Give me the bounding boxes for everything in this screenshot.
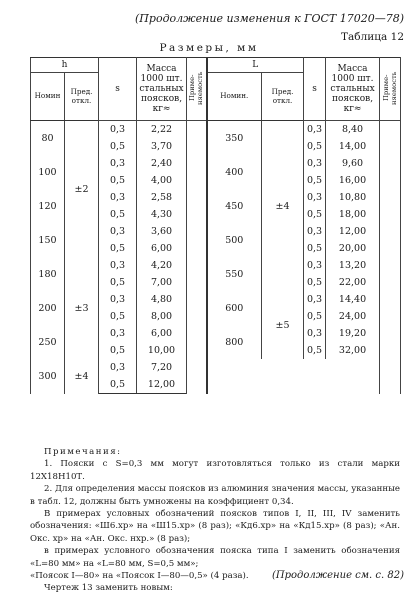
s-cell: 0,3 [99, 359, 137, 376]
s-cell: 0,5 [304, 240, 326, 257]
nominal-cell: 400 [207, 155, 262, 189]
mass-cell: 8,00 [137, 308, 187, 325]
table-number: Таблица 12 [341, 31, 404, 43]
s-cell: 0,3 [304, 155, 326, 172]
s-cell: 0,3 [99, 291, 137, 308]
mass-cell: 12,00 [326, 223, 380, 240]
table-caption: Размеры, мм [159, 42, 259, 54]
notes-title: Примечания: [44, 447, 122, 457]
s-cell: 0,5 [99, 274, 137, 291]
mass-cell: 4,20 [137, 257, 187, 274]
mass-cell: 10,80 [326, 189, 380, 206]
deviation-cell: ±2 [65, 121, 99, 258]
mass-cell: 2,40 [137, 155, 187, 172]
s-cell: 0,5 [99, 308, 137, 325]
mass-cell: 12,00 [137, 376, 187, 394]
deviation-cell: ±4 [65, 359, 99, 394]
s-cell: 0,3 [99, 155, 137, 172]
table-row [31, 121, 401, 139]
s-cell: 0,3 [304, 325, 326, 342]
s-cell: 0,5 [99, 376, 137, 394]
s-cell: 0,5 [99, 206, 137, 223]
mass-cell: 13,20 [326, 257, 380, 274]
note-line: Чертеж 13 заменить новым: [44, 583, 173, 594]
nominal-cell: 150 [31, 223, 65, 257]
mass-cell: 6,00 [137, 240, 187, 257]
col-mass-header: Масса 1000 шт. стальных поясков, кг≈ [137, 58, 187, 121]
mass-cell: 22,00 [326, 274, 380, 291]
empty-cell [207, 359, 380, 394]
mass-cell: 2,22 [137, 121, 187, 139]
col-s-header-right: s [304, 58, 326, 121]
mass-cell: 3,60 [137, 223, 187, 240]
dimensions-table [30, 57, 401, 394]
deviation-cell: ±4 [262, 121, 304, 292]
application-cell [187, 121, 207, 394]
nominal-cell: 550 [207, 257, 262, 291]
mass-cell: 24,00 [326, 308, 380, 325]
nominal-cell: 350 [207, 121, 262, 156]
col-deviation-header-right: Пред. откл. [262, 73, 304, 121]
nominal-cell: 500 [207, 223, 262, 257]
col-nominal-header-right: Номин. [207, 73, 262, 121]
s-cell: 0,5 [304, 342, 326, 359]
continuation-note: (Продолжение см. с. 82) [271, 570, 404, 581]
col-nominal-header: Номин [31, 73, 65, 121]
s-cell: 0,3 [304, 189, 326, 206]
nominal-cell: 600 [207, 291, 262, 325]
s-cell: 0,3 [304, 223, 326, 240]
nominal-cell: 120 [31, 189, 65, 223]
deviation-cell: ±3 [65, 257, 99, 359]
s-cell: 0,5 [304, 206, 326, 223]
col-s-header: s [99, 58, 137, 121]
col-deviation-header: Пред. откл. [65, 73, 99, 121]
nominal-cell: 300 [31, 359, 65, 394]
nominal-cell: 200 [31, 291, 65, 325]
note-line: «Поясок I—80» на «Поясок I—80—0,5» (4 раза). [30, 571, 249, 582]
s-cell: 0,3 [99, 325, 137, 342]
nominal-cell: 800 [207, 325, 262, 359]
s-cell: 0,3 [304, 291, 326, 308]
col-application-header-right: Приме- няемость [380, 58, 401, 121]
col-mass-header-right: Масса 1000 шт. стальных поясков, кг≈ [326, 58, 380, 121]
s-cell: 0,5 [304, 308, 326, 325]
note-line: 1. Пояски с S=0,3 мм могут изготовляться только из стали марки 12Х18Н10Т. [30, 459, 400, 482]
s-cell: 0,5 [304, 274, 326, 291]
application-cell [380, 121, 401, 394]
s-cell: 0,3 [99, 223, 137, 240]
nominal-cell: 80 [31, 121, 65, 156]
col-h-header: h [31, 58, 99, 73]
mass-cell: 4,30 [137, 206, 187, 223]
s-cell: 0,5 [99, 138, 137, 155]
mass-cell: 2,58 [137, 189, 187, 206]
s-cell: 0,5 [99, 342, 137, 359]
mass-cell: 14,40 [326, 291, 380, 308]
nominal-cell: 450 [207, 189, 262, 223]
s-cell: 0,5 [304, 172, 326, 189]
s-cell: 0,5 [304, 138, 326, 155]
mass-cell: 10,00 [137, 342, 187, 359]
mass-cell: 3,70 [137, 138, 187, 155]
nominal-cell: 250 [31, 325, 65, 359]
mass-cell: 7,00 [137, 274, 187, 291]
mass-cell: 8,40 [326, 121, 380, 139]
mass-cell: 4,00 [137, 172, 187, 189]
mass-cell: 16,00 [326, 172, 380, 189]
note-line: 2. Для определения массы поясков из алюминия значения массы, указанные в табл. 12, должны быть умножены на коэффициент 0,34. [30, 484, 400, 507]
mass-cell: 4,80 [137, 291, 187, 308]
col-l-header: L [207, 58, 304, 73]
mass-cell: 14,00 [326, 138, 380, 155]
table-row [31, 359, 401, 376]
note-line: в примерах условного обозначения пояска типа I заменить обозначения «L=80 мм» на «L=80 мм, S=0,5 мм»; [30, 546, 400, 569]
mass-cell: 18,00 [326, 206, 380, 223]
s-cell: 0,3 [99, 257, 137, 274]
mass-cell: 19,20 [326, 325, 380, 342]
nominal-cell: 180 [31, 257, 65, 291]
nominal-cell: 100 [31, 155, 65, 189]
document-header: (Продолжение изменения к ГОСТ 17020—78) [135, 12, 404, 25]
s-cell: 0,3 [99, 121, 137, 139]
s-cell: 0,5 [99, 240, 137, 257]
table-row [31, 257, 401, 274]
deviation-cell: ±5 [262, 291, 304, 359]
mass-cell: 32,00 [326, 342, 380, 359]
mass-cell: 9,60 [326, 155, 380, 172]
s-cell: 0,3 [304, 257, 326, 274]
mass-cell: 7,20 [137, 359, 187, 376]
mass-cell: 6,00 [137, 325, 187, 342]
s-cell: 0,3 [99, 189, 137, 206]
note-line: В примерах условных обозначений поясков типов I, II, III, IV заменить обозначения: «Ш6.хр» на «Ш15.хр» (8 раз); «Кд6.хр» на «Кд15.хр» (8 раз); «Ан. Окс. хр» на «Ан. Окс. нхр.» (8 раз); [30, 509, 400, 544]
col-application-header: Приме- няемость [187, 58, 207, 121]
s-cell: 0,5 [99, 172, 137, 189]
s-cell: 0,3 [304, 121, 326, 139]
mass-cell: 20,00 [326, 240, 380, 257]
